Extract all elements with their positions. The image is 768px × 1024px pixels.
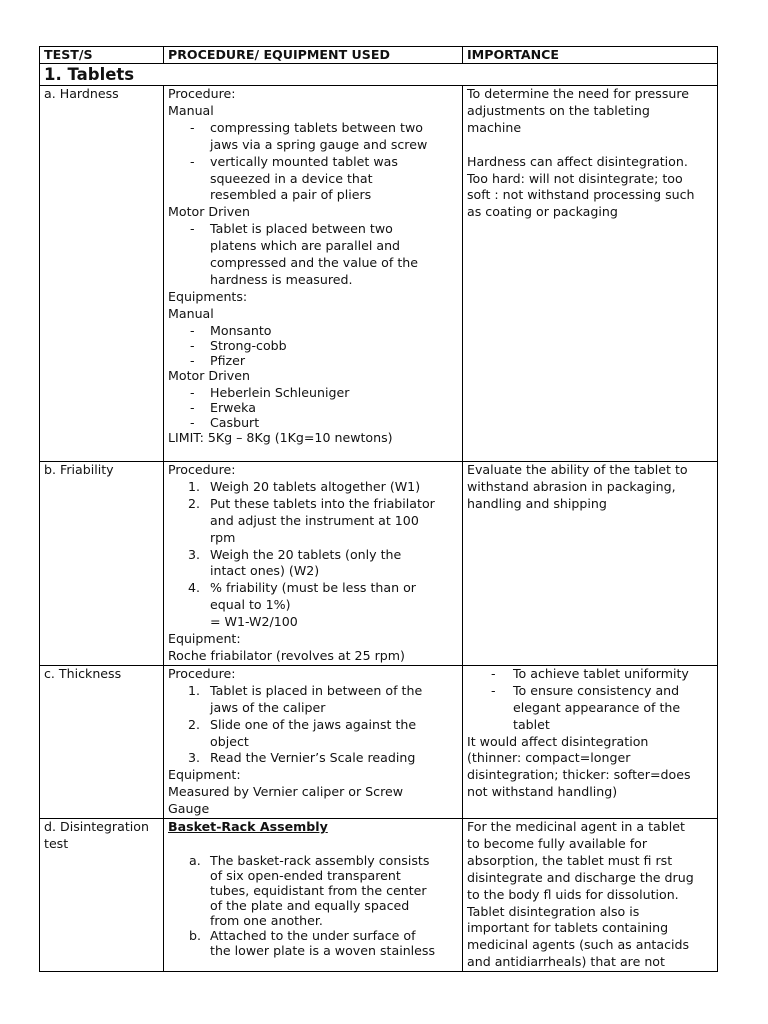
thickness-test-cell [40, 665, 164, 818]
item-line: squeezed in a device that [210, 170, 373, 186]
importance-line: withstand abrasion in packaging, [467, 478, 676, 494]
item-line: of six open-ended transparent [210, 867, 401, 883]
importance-line: disintegrate and discharge the drug [467, 869, 694, 885]
friability-test-name: b. Friability [44, 462, 114, 477]
importance-line: adjustments on the tableting [467, 102, 650, 118]
item-line: The basket-rack assembly consists [210, 852, 430, 868]
step-line: Weigh 20 tablets altogether (W1) [210, 478, 421, 494]
step-number: 3. [188, 750, 201, 766]
dash-marker: - [190, 414, 195, 430]
importance-line: to the body fl uids for dissolution. [467, 886, 679, 902]
hardness-equipments-label: Equipments: [168, 288, 248, 304]
item-line: hardness is measured. [210, 271, 353, 287]
step-line: Put these tablets into the friabilator [210, 495, 435, 511]
dash-marker: - [190, 119, 195, 135]
item-line: platens which are parallel and [210, 238, 401, 254]
thickness-step [168, 750, 459, 767]
header-row [40, 47, 718, 64]
importance-line: machine [467, 119, 522, 135]
equipment-name: Erweka [210, 399, 256, 415]
importance-line: not withstand handling) [467, 784, 618, 800]
equipment-name: Heberlein Schleuniger [210, 384, 350, 400]
item-line: compressing tablets between two [210, 119, 423, 135]
step-line: object [210, 733, 249, 749]
importance-line: as coating or packaging [467, 204, 618, 220]
hardness-motor-label: Motor Driven [168, 204, 250, 220]
thickness-step [168, 717, 459, 751]
item-line: jaws via a spring gauge and screw [210, 136, 428, 152]
hardness-equip-motor-label: Motor Driven [168, 367, 250, 383]
header-procedure: PROCEDURE/ EQUIPMENT USED [164, 47, 463, 64]
item-line: compressed and the value of the [210, 255, 418, 271]
thickness-equipment-line: Gauge [168, 801, 210, 817]
dash-marker: - [190, 337, 195, 353]
thickness-importance-item [467, 666, 714, 683]
hardness-equip-manual-label: Manual [168, 305, 214, 321]
importance-line: important for tablets containing [467, 920, 669, 936]
hardness-procedure-cell [164, 86, 463, 462]
importance-line: elegant appearance of the [513, 699, 681, 715]
importance-line: It would affect disintegration [467, 733, 649, 749]
equipment-name: Strong-cobb [210, 337, 287, 353]
item-line: resembled a pair of pliers [210, 187, 372, 203]
dash-marker: - [190, 221, 195, 237]
importance-line: absorption, the tablet must fi rst [467, 852, 673, 868]
importance-line: tablet [513, 716, 550, 732]
friability-procedure-label: Procedure: [168, 462, 236, 477]
importance-line: Too hard: will not disintegrate; too [467, 170, 683, 186]
importance-line: and antidiarrheals) that are not [467, 954, 665, 970]
friability-step [168, 496, 459, 547]
equipment-name: Monsanto [210, 322, 272, 338]
hardness-manual-label: Manual [168, 102, 214, 118]
dash-marker: - [491, 682, 496, 698]
hardness-manual-item [168, 154, 459, 205]
importance-line: disintegration; thicker: softer=does [467, 767, 691, 783]
friability-step [168, 479, 459, 496]
friability-importance-cell [463, 462, 718, 666]
step-number: 1. [188, 682, 201, 698]
disintegration-item [168, 928, 459, 958]
thickness-importance-item [467, 683, 714, 734]
friability-equipment-label: Equipment: [168, 631, 241, 647]
step-line: Read the Vernier’s Scale reading [210, 750, 416, 766]
header-importance: IMPORTANCE [463, 47, 718, 64]
friability-step [168, 580, 459, 631]
importance-line: Hardness can affect disintegration. [467, 153, 688, 169]
step-line: and adjust the instrument at 100 [210, 512, 419, 528]
section-title: 1. Tablets [40, 64, 718, 86]
disintegration-test-cell [40, 819, 164, 972]
equipment-name: Casburt [210, 414, 260, 430]
dash-marker: - [190, 322, 195, 338]
step-line: equal to 1%) [210, 597, 291, 613]
friability-step [168, 547, 459, 581]
importance-line: medicinal agents (such as antacids [467, 937, 690, 953]
disintegration-test-name: d. Disintegration [44, 819, 149, 835]
hardness-test-cell [40, 86, 164, 462]
thickness-procedure-label: Procedure: [168, 665, 236, 681]
tests-table [39, 46, 718, 972]
item-line: tubes, equidistant from the center [210, 882, 427, 898]
dash-marker: - [190, 384, 195, 400]
equipment-item [168, 323, 459, 338]
step-number: 1. [188, 478, 201, 494]
thickness-importance-cell [463, 665, 718, 818]
equipment-name: Pfizer [210, 352, 246, 368]
header-test: TEST/S [40, 47, 164, 64]
importance-line: to become fully available for [467, 835, 648, 851]
dash-marker: - [190, 352, 195, 368]
step-line: Tablet is placed in between of the [210, 682, 423, 698]
importance-line: To ensure consistency and [513, 682, 680, 698]
equipment-item [168, 338, 459, 353]
thickness-equipment-line: Measured by Vernier caliper or Screw [168, 784, 404, 800]
step-line: = W1-W2/100 [210, 614, 298, 630]
thickness-procedure-cell [164, 665, 463, 818]
equipment-item [168, 385, 459, 400]
disintegration-importance-cell [463, 819, 718, 972]
step-number: 4. [188, 580, 201, 596]
disintegration-row [40, 819, 718, 972]
equipment-item [168, 415, 459, 430]
step-line: rpm [210, 529, 236, 545]
step-line: Slide one of the jaws against the [210, 716, 417, 732]
equipment-item [168, 400, 459, 415]
item-letter: b. [189, 927, 201, 943]
item-line: Attached to the under surface of [210, 927, 416, 943]
disintegration-item [168, 853, 459, 928]
thickness-equipment-label: Equipment: [168, 767, 241, 783]
importance-line: handling and shipping [467, 495, 607, 511]
dash-marker: - [190, 153, 195, 169]
friability-row [40, 462, 718, 666]
item-letter: a. [189, 852, 201, 868]
importance-line: To determine the need for pressure [467, 86, 690, 101]
importance-line: soft : not withstand processing such [467, 187, 695, 203]
section-row [40, 64, 718, 86]
equipment-item [168, 353, 459, 368]
item-line: of the plate and equally spaced [210, 897, 410, 913]
thickness-test-name: c. Thickness [44, 665, 122, 681]
step-line: % friability (must be less than or [210, 580, 416, 596]
importance-line: Evaluate the ability of the tablet to [467, 462, 688, 477]
thickness-step [168, 683, 459, 717]
basket-rack-title: Basket-Rack Assembly [168, 819, 328, 835]
item-line: vertically mounted tablet was [210, 153, 398, 169]
step-line: Weigh the 20 tablets (only the [210, 546, 402, 562]
step-number: 2. [188, 495, 201, 511]
hardness-procedure-label: Procedure: [168, 86, 236, 101]
importance-line: To achieve tablet uniformity [513, 665, 689, 681]
dash-marker: - [190, 399, 195, 415]
hardness-importance-cell [463, 86, 718, 462]
hardness-motor-item [168, 221, 459, 289]
disintegration-procedure-cell [164, 819, 463, 972]
step-line: jaws of the caliper [210, 699, 326, 715]
importance-line: (thinner: compact=longer [467, 750, 631, 766]
friability-procedure-cell [164, 462, 463, 666]
step-number: 2. [188, 716, 201, 732]
hardness-limit: LIMIT: 5Kg – 8Kg (1Kg=10 newtons) [168, 429, 393, 445]
step-number: 3. [188, 546, 201, 562]
item-line: Tablet is placed between two [210, 221, 393, 237]
hardness-manual-item [168, 120, 459, 154]
item-line: the lower plate is a woven stainless [210, 942, 436, 958]
disintegration-test-name: test [44, 835, 69, 851]
friability-equipment: Roche friabilator (revolves at 25 rpm) [168, 647, 405, 663]
hardness-row [40, 86, 718, 462]
importance-line: For the medicinal agent in a tablet [467, 819, 685, 835]
hardness-test-name: a. Hardness [44, 86, 119, 101]
item-line: from one another. [210, 912, 323, 928]
step-line: intact ones) (W2) [210, 563, 320, 579]
thickness-row [40, 665, 718, 818]
importance-line: Tablet disintegration also is [467, 903, 640, 919]
dash-marker: - [491, 665, 496, 681]
friability-test-cell [40, 462, 164, 666]
